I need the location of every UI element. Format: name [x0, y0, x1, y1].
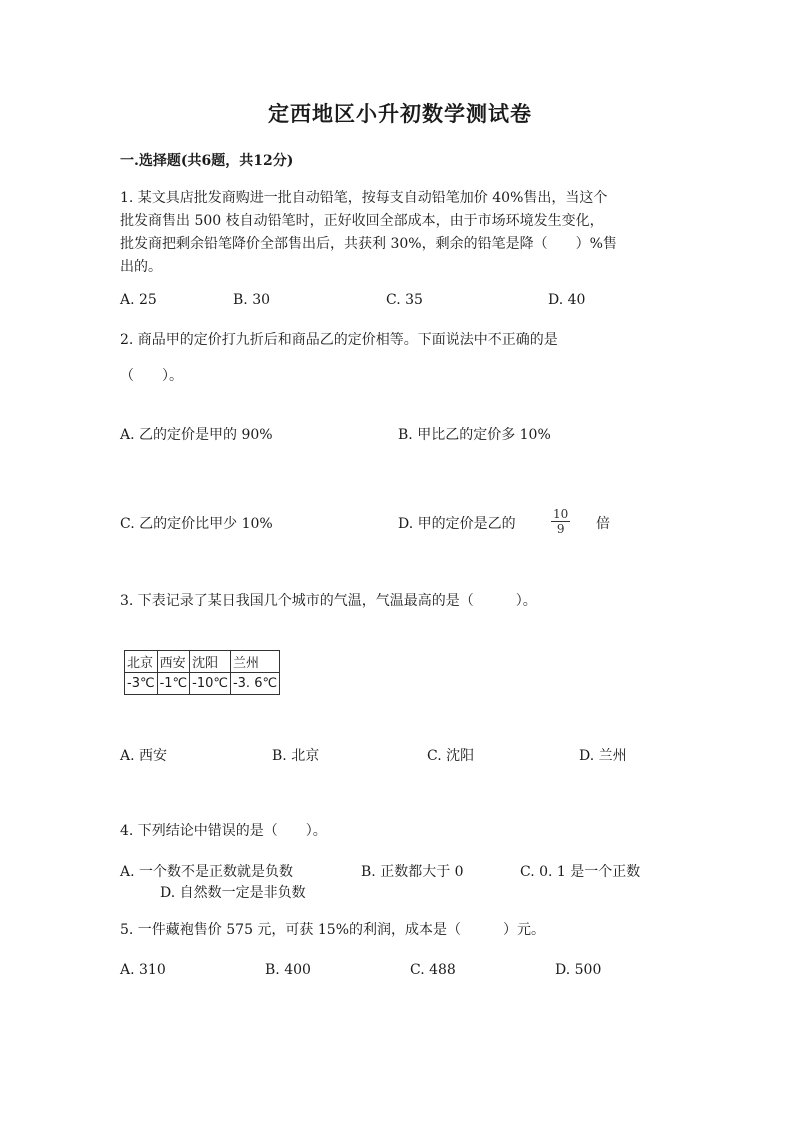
q3-option-c[interactable]: C. 沈阳 — [427, 748, 475, 764]
fraction-ten-ninths — [551, 507, 570, 536]
temp-cell: -3. 6℃ — [230, 673, 279, 695]
q4-option-c[interactable]: C. 0. 1 是一个正数 — [520, 864, 641, 880]
q4-option-b[interactable]: B. 正数都大于 0 — [361, 864, 464, 880]
table-row-temps — [125, 673, 280, 695]
table-row-cities — [125, 651, 280, 673]
fraction-numerator: 10 — [553, 507, 569, 521]
q2-option-b[interactable]: B. 甲比乙的定价多 10% — [398, 427, 551, 443]
question-3-line-1: 3. 下表记录了某日我国几个城市的气温，气温最高的是（ ）。 — [120, 593, 537, 609]
q1-option-c[interactable]: C. 35 — [386, 292, 423, 308]
q1-option-b[interactable]: B. 30 — [233, 292, 271, 308]
q5-option-d[interactable]: D. 500 — [555, 962, 602, 978]
q5-option-b[interactable]: B. 400 — [265, 962, 311, 978]
fraction-denominator: 9 — [556, 522, 565, 536]
question-2-line-2: （ ）。 — [120, 368, 183, 384]
q3-option-b[interactable]: B. 北京 — [272, 748, 320, 764]
temperature-table — [124, 650, 280, 695]
section-heading: 一.选择题(共6题，共12分) — [120, 153, 294, 169]
city-cell: 兰州 — [230, 651, 279, 673]
q3-option-d[interactable]: D. 兰州 — [579, 748, 627, 764]
q2-option-a[interactable]: A. 乙的定价是甲的 90% — [120, 427, 273, 443]
q3-option-a[interactable]: A. 西安 — [120, 748, 168, 764]
question-1-line-3: 批发商把剩余铅笔降价全部售出后，共获利 30%，剩余的铅笔是降（ ）%售 — [120, 236, 617, 252]
question-4-line-1: 4. 下列结论中错误的是（ ）。 — [120, 823, 327, 839]
question-2-line-1: 2. 商品甲的定价打九折后和商品乙的定价相等。下面说法中不正确的是 — [120, 332, 558, 348]
page-title: 定西地区小升初数学测试卷 — [268, 101, 532, 126]
temp-cell: -1℃ — [157, 673, 190, 695]
question-1 — [120, 187, 617, 279]
temp-cell: -10℃ — [190, 673, 231, 695]
q1-option-a[interactable]: A. 25 — [120, 292, 157, 308]
q2-option-d-text: D. 甲的定价是乙的 — [398, 516, 516, 532]
question-1-line-2: 批发商售出 500 枝自动铅笔时，正好收回全部成本，由于市场环境发生变化， — [120, 213, 604, 229]
city-cell: 西安 — [157, 651, 190, 673]
q4-option-a[interactable]: A. 一个数不是正数就是负数 — [120, 864, 294, 880]
question-5-line-1: 5. 一件藏袍售价 575 元，可获 15%的利润，成本是（ ）元。 — [120, 922, 545, 938]
temp-cell: -3℃ — [125, 673, 158, 695]
q2-option-d[interactable] — [398, 513, 516, 533]
question-1-line-1: 1. 某文具店批发商购进一批自动铅笔，按每支自动铅笔加价 40%售出，当这个 — [120, 190, 608, 206]
q5-option-c[interactable]: C. 488 — [410, 962, 456, 978]
question-1-line-4: 出的。 — [120, 259, 162, 275]
q4-option-d[interactable]: D. 自然数一定是非负数 — [160, 885, 306, 901]
q2-option-c[interactable]: C. 乙的定价比甲少 10% — [120, 516, 273, 532]
fraction-suffix: 倍 — [596, 516, 610, 532]
q1-option-d[interactable]: D. 40 — [548, 292, 586, 308]
city-cell: 北京 — [125, 651, 158, 673]
q5-option-a[interactable]: A. 310 — [120, 962, 166, 978]
city-cell: 沈阳 — [190, 651, 231, 673]
